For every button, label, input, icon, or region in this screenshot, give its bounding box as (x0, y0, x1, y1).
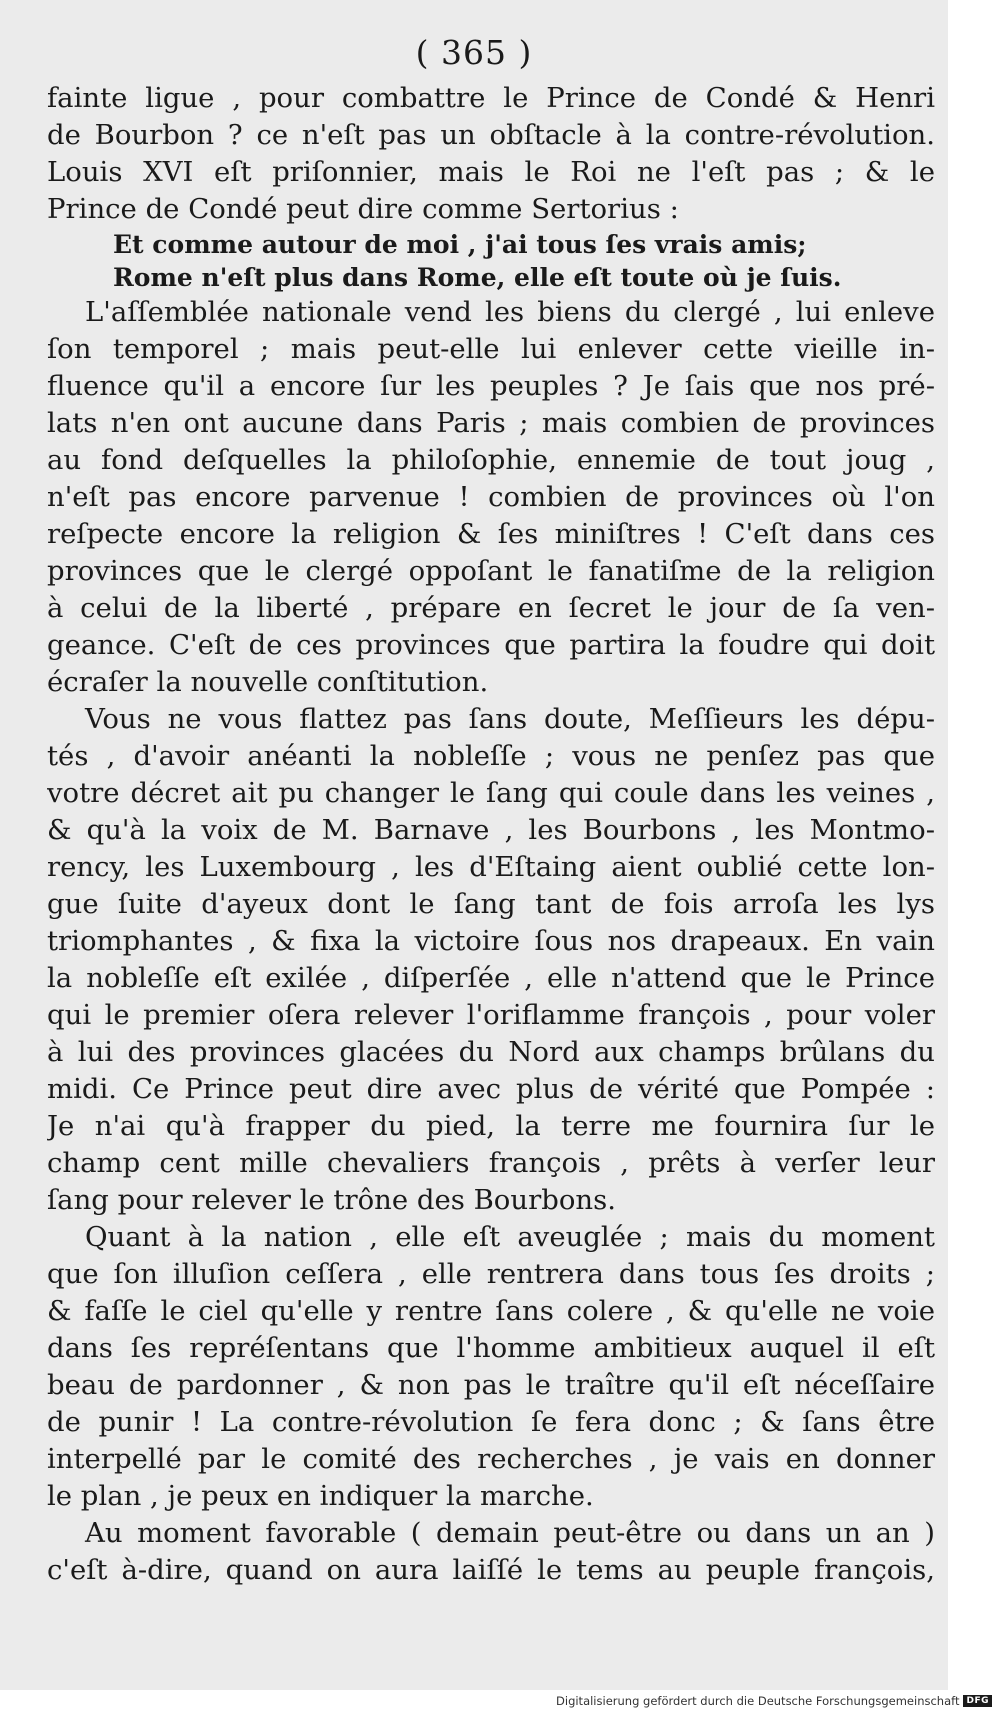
text-line: reſpecte encore la religion & ſes miniſtres ! C'eſt dans ces (47, 518, 935, 550)
body-text (47, 80, 935, 1589)
text-line: au fond deſquelles la philoſophie, ennemie de tout joug , (47, 444, 935, 476)
text-line: triomphantes , & fixa la victoire ſous nos drapeaux. En vain (47, 925, 935, 957)
text-line: midi. Ce Prince peut dire avec plus de vérité que Pompée : (47, 1073, 935, 1105)
text-line: beau de pardonner , & non pas le traître qu'il eſt néceſſaire (47, 1369, 935, 1401)
text-line: votre décret ait pu changer le ſang qui coule dans les veines , (47, 777, 935, 809)
text-line: le plan , je peux en indiquer la marche. (47, 1480, 594, 1512)
text-line: fluence qu'il a encore ſur les peuples ? Je ſais que nos pré- (47, 370, 935, 402)
text-line: ſon temporel ; mais peut-elle lui enlever cette vieille in- (47, 333, 935, 365)
text-line: la nobleſſe eſt exilée , diſperſée , elle n'attend que le Prince (47, 962, 935, 994)
text-line: que ſon illuſion ceſſera , elle rentrera dans tous ſes droits ; (47, 1258, 935, 1290)
text-line: à celui de la liberté , prépare en ſecret le jour de ſa ven- (47, 592, 935, 624)
page-number: ( 365 ) (415, 33, 533, 72)
text-line: Je n'ai qu'à frapper du pied, la terre me fournira ſur le (47, 1110, 935, 1142)
text-line: écraſer la nouvelle conſtitution. (47, 666, 489, 698)
text-line: c'eſt à-dire, quand on aura laiſſé le tems au peuple françois, (47, 1554, 935, 1586)
text-line: provinces que le clergé oppoſant le fanatiſme de la religion (47, 555, 935, 587)
verse-line: Rome n'eſt plus dans Rome, elle eſt toute où je ſuis. (113, 263, 842, 292)
text-line: & faſſe le ciel qu'elle y rentre ſans colere , & qu'elle ne voie (47, 1295, 935, 1327)
text-line: lats n'en ont aucune dans Paris ; mais combien de provinces (47, 407, 935, 439)
digitization-credit (556, 1694, 992, 1708)
text-line: qui le premier oſera relever l'oriflamme françois , pour voler (47, 999, 935, 1031)
text-line: & qu'à la voix de M. Barnave , les Bourbons , les Montmo- (47, 814, 935, 846)
text-line: Quant à la nation , elle eſt aveuglée ; mais du moment (85, 1221, 935, 1253)
text-line: à lui des provinces glacées du Nord aux champs brûlans du (47, 1036, 935, 1068)
text-line: n'eſt pas encore parvenue ! combien de provinces où l'on (47, 481, 935, 513)
text-line: Vous ne vous flattez pas ſans doute, Meſſieurs les dépu- (85, 703, 935, 735)
verse-line: Et comme autour de moi , j'ai tous ſes vrais amis; (113, 230, 807, 259)
dfg-logo: DFG (963, 1695, 992, 1707)
text-line: dans ſes repréſentans que l'homme ambitieux auquel il eſt (47, 1332, 935, 1364)
text-line: tés , d'avoir anéanti la nobleſſe ; vous ne penſez pas que (47, 740, 935, 772)
text-line: champ cent mille chevaliers françois , prêts à verſer leur (47, 1147, 935, 1179)
text-line: de punir ! La contre-révolution ſe fera donc ; & ſans être (47, 1406, 935, 1438)
text-line: de Bourbon ? ce n'eſt pas un obſtacle à la contre-révolution. (47, 119, 935, 151)
text-line: interpellé par le comité des recherches , je vais en donner (47, 1443, 935, 1475)
text-line: L'aſſemblée nationale vend les biens du clergé , lui enleve (85, 296, 935, 328)
text-line: rency, les Luxembourg , les d'Eſtaing aient oublié cette lon- (47, 851, 935, 883)
footer-text: Digitalisierung gefördert durch die Deutsche Forschungsgemeinschaft (556, 1694, 960, 1708)
text-line: gue ſuite d'ayeux dont le ſang tant de fois arroſa les lys (47, 888, 935, 920)
text-line: Prince de Condé peut dire comme Sertorius : (47, 193, 679, 225)
text-line: geance. C'eſt de ces provinces que partira la foudre qui doit (47, 629, 935, 661)
text-line: Au moment favorable ( demain peut-être ou dans un an ) (85, 1517, 935, 1549)
text-line: ſang pour relever le trône des Bourbons. (47, 1184, 616, 1216)
text-line: Louis XVI eſt priſonnier, mais le Roi ne l'eſt pas ; & le (47, 156, 935, 188)
text-line: fainte ligue , pour combattre le Prince de Condé & Henri (47, 82, 935, 114)
